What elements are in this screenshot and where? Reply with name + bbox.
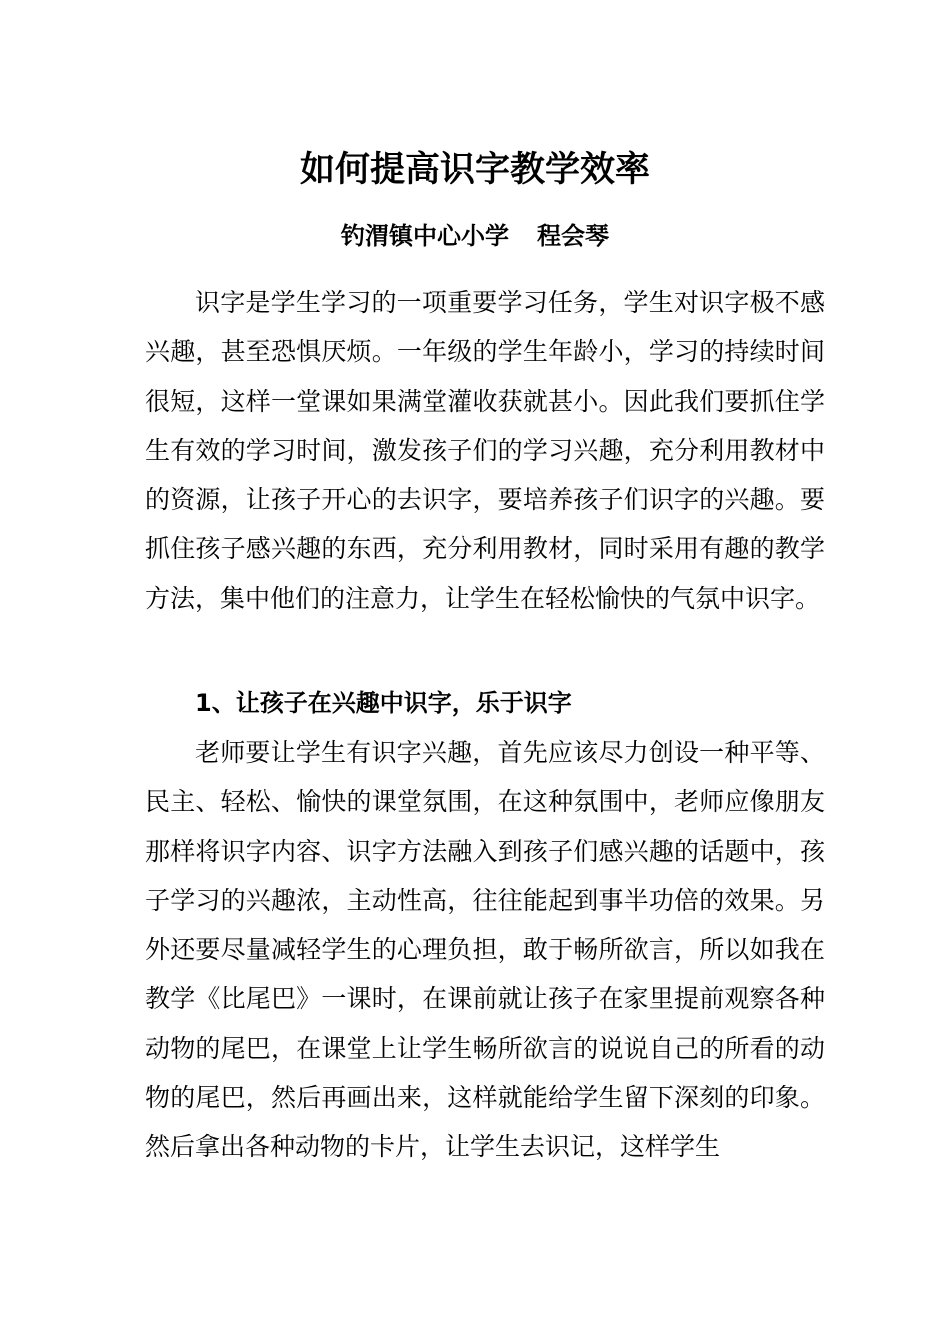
author-line (0, 214, 950, 258)
author-name: 程会琴 (537, 222, 609, 250)
author-school: 钓渭镇中心小学 (341, 222, 509, 250)
section-heading-1: 1、让孩子在兴趣中识字，乐于识字 (195, 689, 572, 717)
document-title: 如何提高识字教学效率 (299, 150, 650, 190)
paragraph-intro: 识字是学生学习的一项重要学习任务，学生对识字极不感兴趣，甚至恐惧厌烦。一年级的学生年龄小，学习的持续时间很短，这样一堂课如果满堂灌收获就甚小。因此我们要抓住学生有效的学习时间，激发孩子们的学习兴趣，充分利用教材中的资源，让孩子开心的去识字，要培养孩子们识字的兴趣。要抓住孩子感兴趣的东西，充分利用教材，同时采用有趣的教学方法，集中他们的注意力，让学生在轻松愉快的气氛中识字。 (145, 288, 825, 613)
paragraph-section-1: 老师要让学生有识字兴趣，首先应该尽力创设一种平等、民主、轻松、愉快的课堂氛围，在这种氛围中，老师应像朋友那样将识字内容、识字方法融入到孩子们感兴趣的话题中，孩子学习的兴趣浓，主动性高，往往能起到事半功倍的效果。另外还要尽量减轻学生的心理负担，敢于畅所欲言，所以如我在教学《比尾巴》一课时，在课前就让孩子在家里提前观察各种动物的尾巴，在课堂上让学生畅所欲言的说说自己的所看的动物的尾巴，然后再画出来，这样就能给学生留下深刻的印象。然后拿出各种动物的卡片，让学生去识记，这样学生 (145, 738, 825, 1162)
